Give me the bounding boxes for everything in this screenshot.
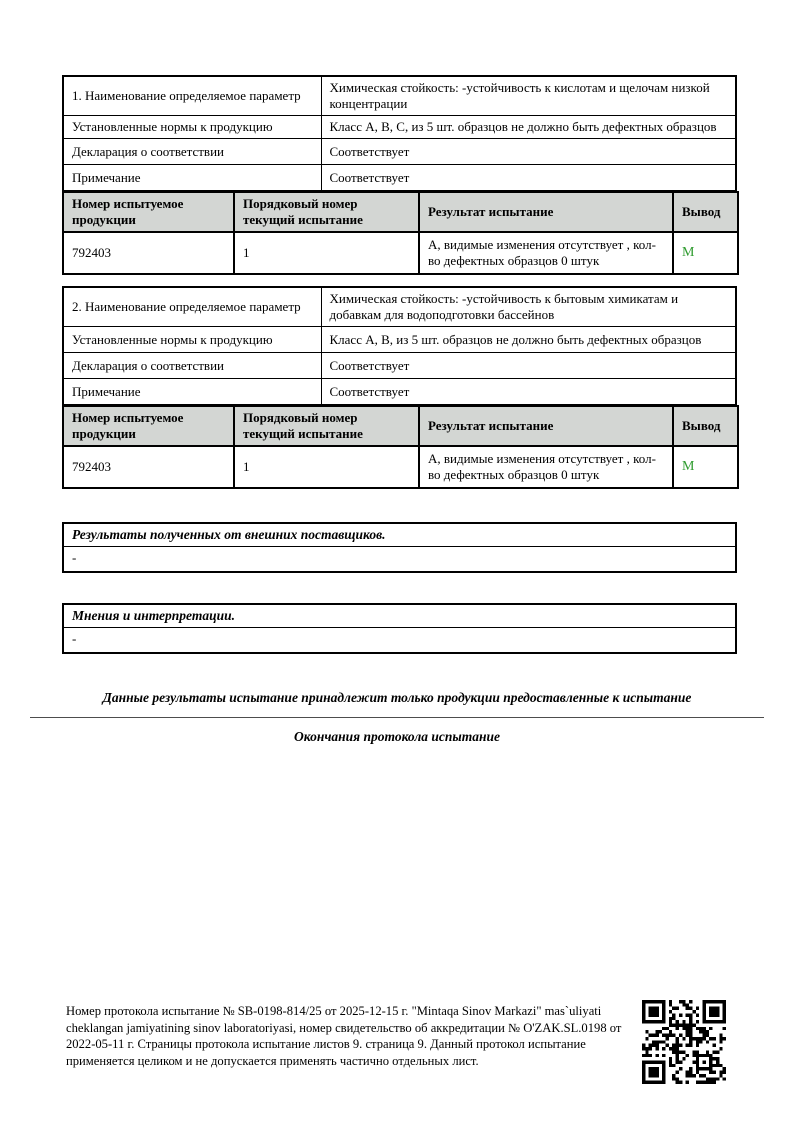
column-header-conclusion: Вывод xyxy=(673,406,738,446)
column-header-product-number: Номер испытуемое продукции xyxy=(63,406,234,446)
column-header-result: Результат испытание xyxy=(419,406,673,446)
info-value: Класс А, В, из 5 шт. образцов не должно быть дефектных образцов xyxy=(321,327,736,353)
table-row xyxy=(63,353,736,379)
result-header-row xyxy=(63,406,738,446)
section-value: - xyxy=(63,547,736,573)
info-value: Класс А, В, С, из 5 шт. образцов не должно быть дефектных образцов xyxy=(321,116,736,139)
conclusion-cell: М xyxy=(673,232,738,274)
product-number-cell: 792403 xyxy=(63,232,234,274)
conclusion-cell: М xyxy=(673,446,738,488)
column-header-sequence-number: Порядковый номер текущий испытание xyxy=(234,406,419,446)
document-content xyxy=(62,75,737,654)
section-title: Результаты полученных от внешних поставщиков. xyxy=(63,523,736,547)
info-value: Химическая стойкость: -устойчивость к бытовым химикатам и добавкам для водоподготовки бассейнов xyxy=(321,287,736,327)
protocol-footer-text: Номер протокола испытание № SB-0198-814/25 от 2025-12-15 г. "Mintaqa Sinov Markazi" mas`uliyati cheklangan jamiyatining sinov laboratoriyasi, номер свидетельство об аккредитации № O'ZAK.SL.0198 от 2022-05-11 г. Страницы протокола испытание листов 9. страница 9. Данный протокол испытание применяется целиком и не допускается применять частично отдельных лист. xyxy=(66,1004,622,1068)
info-value: Соответствует xyxy=(321,165,736,192)
table-row xyxy=(63,287,736,327)
section-title: Мнения и интерпретации. xyxy=(63,604,736,628)
parameter-block-2-info-table xyxy=(62,286,737,406)
column-header-result: Результат испытание xyxy=(419,192,673,232)
external-suppliers-section xyxy=(62,522,737,573)
table-row xyxy=(63,379,736,406)
product-number-cell: 792403 xyxy=(63,446,234,488)
info-label: Примечание xyxy=(63,165,321,192)
info-label: Установленные нормы к продукцию xyxy=(63,116,321,139)
info-value: Соответствует xyxy=(321,353,736,379)
section-value-row xyxy=(63,628,736,654)
info-label: 2. Наименование определяемое параметр xyxy=(63,287,321,327)
result-cell: А, видимые изменения отсутствует , кол-во дефектных образцов 0 штук xyxy=(419,446,673,488)
info-label: Примечание xyxy=(63,379,321,406)
table-row xyxy=(63,165,736,192)
result-header-row xyxy=(63,192,738,232)
table-row xyxy=(63,116,736,139)
info-label: 1. Наименование определяемое параметр xyxy=(63,76,321,116)
parameter-block-1-result-table xyxy=(62,191,739,275)
info-value: Соответствует xyxy=(321,379,736,406)
sequence-number-cell: 1 xyxy=(234,232,419,274)
sequence-number-cell: 1 xyxy=(234,446,419,488)
qr-code-icon xyxy=(642,1000,726,1084)
table-row xyxy=(63,76,736,116)
column-header-conclusion: Вывод xyxy=(673,192,738,232)
section-title-row xyxy=(63,523,736,547)
info-value: Соответствует xyxy=(321,139,736,165)
column-header-product-number: Номер испытуемое продукции xyxy=(63,192,234,232)
info-label: Декларация о соответствии xyxy=(63,353,321,379)
info-label: Декларация о соответствии xyxy=(63,139,321,165)
section-value-row xyxy=(63,547,736,573)
table-row xyxy=(63,139,736,165)
info-value: Химическая стойкость: -устойчивость к кислотам и щелочам низкой концентрации xyxy=(321,76,736,116)
results-disclaimer: Данные результаты испытание принадлежит только продукции предоставленные к испытание xyxy=(102,690,692,705)
result-data-row xyxy=(63,446,738,488)
result-data-row xyxy=(63,232,738,274)
result-cell: А, видимые изменения отсутствует , кол-во дефектных образцов 0 штук xyxy=(419,232,673,274)
opinions-section xyxy=(62,603,737,654)
info-label: Установленные нормы к продукцию xyxy=(63,327,321,353)
parameter-block-1-info-table xyxy=(62,75,737,192)
column-header-sequence-number: Порядковый номер текущий испытание xyxy=(234,192,419,232)
table-row xyxy=(63,327,736,353)
parameter-block-2-result-table xyxy=(62,405,739,489)
protocol-ending-note: Окончания протокола испытание xyxy=(294,729,500,744)
divider-line xyxy=(30,717,764,718)
section-title-row xyxy=(63,604,736,628)
section-value: - xyxy=(63,628,736,654)
